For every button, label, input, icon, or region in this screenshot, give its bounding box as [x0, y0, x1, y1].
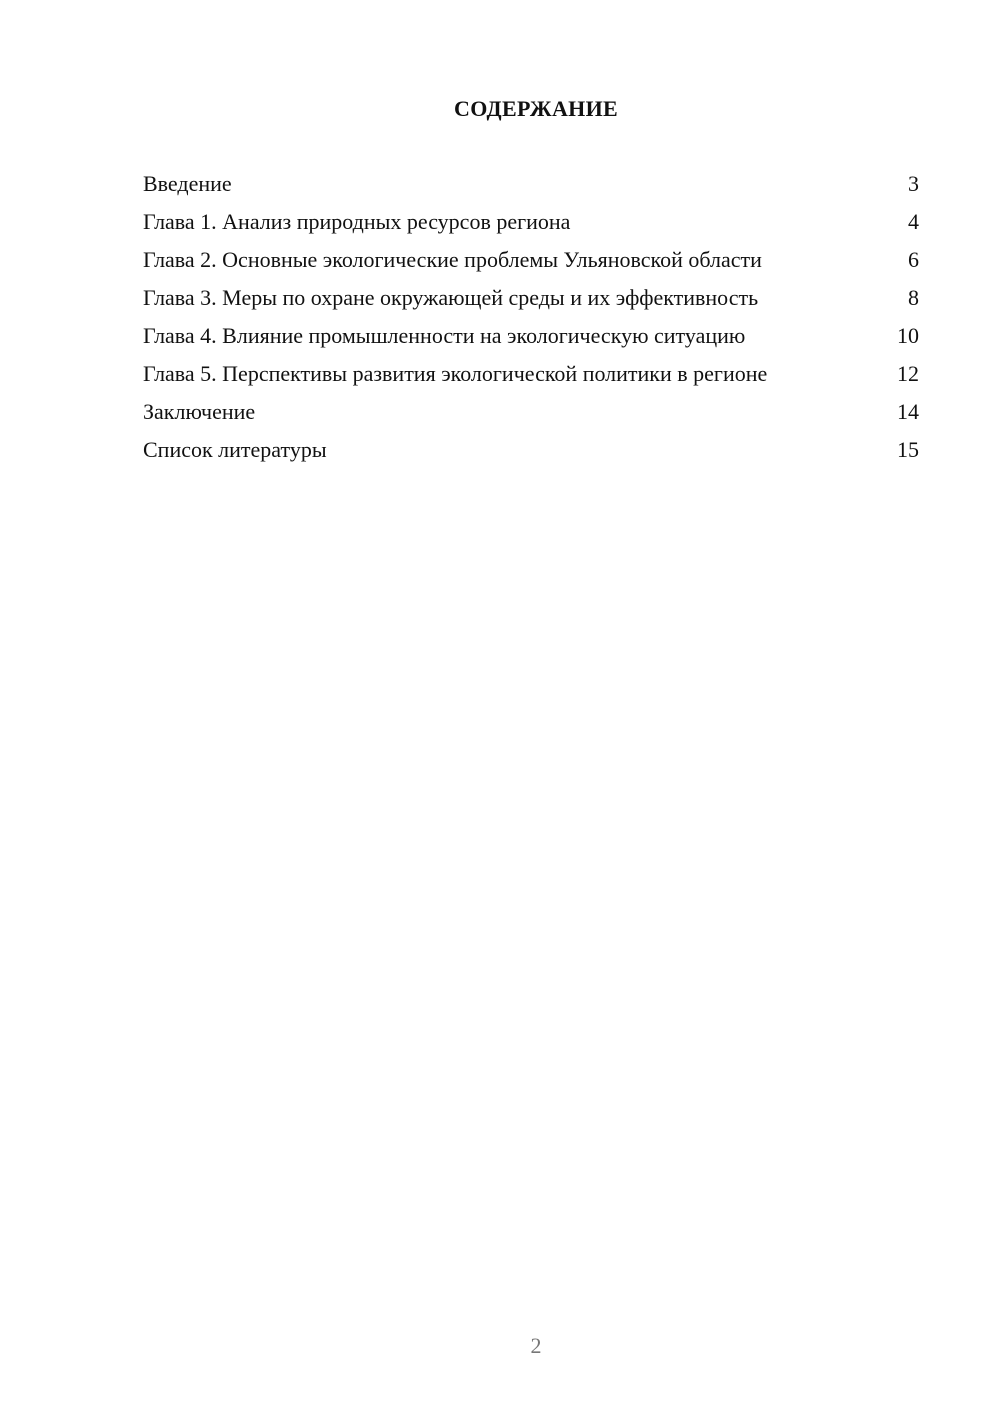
toc-entry-title: Глава 1. Анализ природных ресурсов региона	[143, 209, 571, 234]
toc-entry-chapter-1	[143, 208, 919, 235]
table-of-contents	[143, 170, 919, 474]
toc-entry-title: Заключение	[143, 399, 256, 424]
toc-entry-page: 6	[908, 247, 919, 272]
toc-entry-references	[143, 436, 919, 463]
toc-entry-chapter-3	[143, 284, 919, 311]
toc-entry-title: Список литературы	[143, 437, 327, 462]
toc-entry-title: Введение	[143, 171, 232, 196]
page-number: 2	[530, 1333, 542, 1358]
toc-entry-page: 3	[908, 171, 919, 196]
toc-heading: СОДЕРЖАНИЕ	[454, 96, 618, 121]
toc-entry-page: 14	[897, 399, 919, 424]
toc-entry-page: 15	[897, 437, 919, 462]
toc-entry-introduction	[143, 170, 919, 197]
toc-entry-title: Глава 2. Основные экологические проблемы Ульяновской области	[143, 247, 762, 272]
toc-entry-page: 12	[897, 361, 919, 386]
toc-entry-page: 10	[897, 323, 919, 348]
toc-entry-title: Глава 4. Влияние промышленности на экологическую ситуацию	[143, 323, 746, 348]
toc-entry-chapter-2	[143, 246, 919, 273]
toc-entry-page: 4	[908, 209, 919, 234]
toc-entry-chapter-4	[143, 322, 919, 349]
toc-entry-title: Глава 5. Перспективы развития экологической политики в регионе	[143, 361, 768, 386]
toc-entry-conclusion	[143, 398, 919, 425]
toc-entry-chapter-5	[143, 360, 919, 387]
toc-entry-title: Глава 3. Меры по охране окружающей среды и их эффективность	[143, 285, 759, 310]
toc-entry-page: 8	[908, 285, 919, 310]
